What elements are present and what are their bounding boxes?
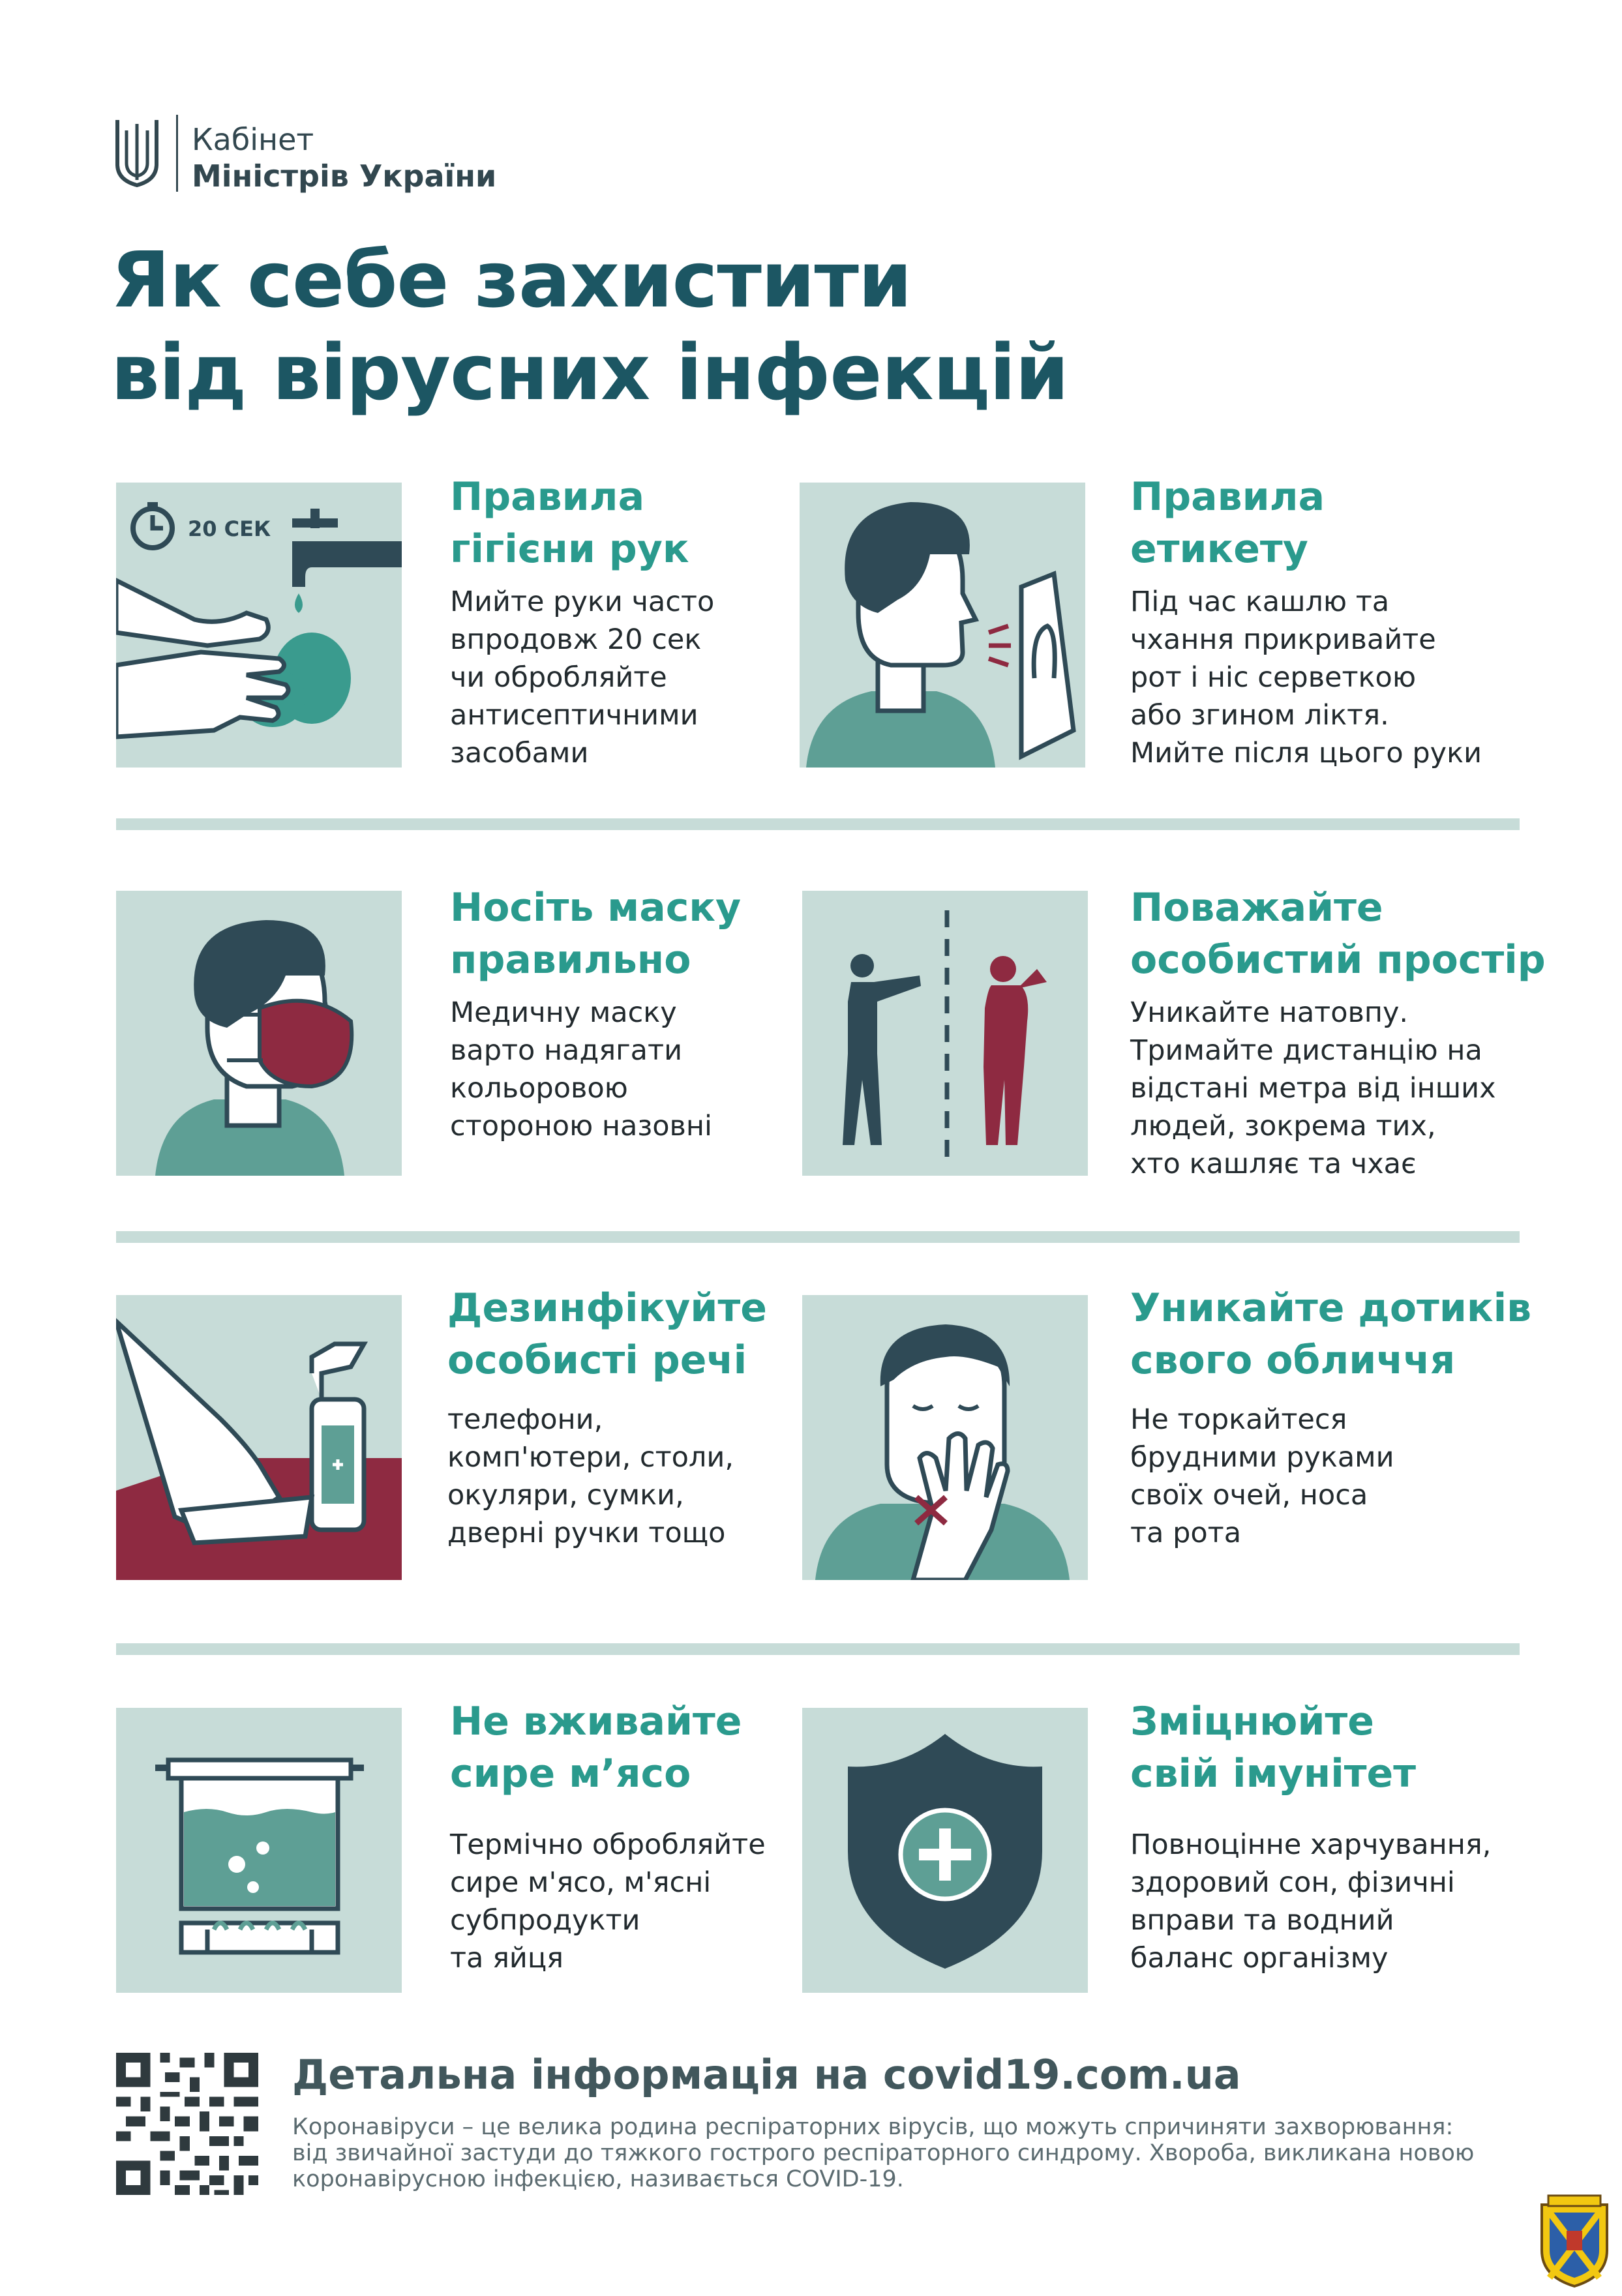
city-crest-icon — [1535, 2192, 1614, 2289]
section-title: Уникайте дотиків свого обличчя — [1130, 1285, 1532, 1383]
section-immunity — [1130, 1695, 1491, 1977]
trident-logo — [113, 117, 160, 188]
section-etiquette — [1130, 471, 1482, 772]
section-body: Медичну маску варто надягати кольоровою стороною назовні — [450, 996, 712, 1142]
immunity-shield-icon — [802, 1708, 1088, 1993]
org-line1: Кабінет — [192, 122, 314, 157]
title-line2: від вірусних інфекцій — [111, 327, 1069, 417]
section-title: Поважайте особистий простір — [1130, 885, 1546, 983]
page-title — [111, 233, 1068, 419]
logo-separator — [176, 115, 178, 192]
section-disinfect — [447, 1282, 767, 1552]
section-title: Правила гігієни рук — [450, 474, 689, 572]
section-hand-hygiene — [450, 471, 714, 772]
info-link[interactable]: Детальна інформація на covid19.com.ua — [292, 2051, 1241, 2098]
face-mask-icon — [116, 891, 402, 1176]
section-body: Повноцінне харчування, здоровий сон, фізичні вправи та водний баланс організму — [1130, 1828, 1492, 1975]
section-body: Мийте руки часто впродовж 20 сек чи обробляйте антисептичними засобами — [450, 586, 715, 769]
no-face-touch-icon — [802, 1295, 1088, 1580]
section-mask — [450, 882, 741, 1145]
section-personal-space — [1130, 882, 1546, 1183]
social-distance-icon — [802, 891, 1088, 1176]
section-title: Не вживайте сире м’ясо — [450, 1699, 742, 1797]
section-body: Уникайте натовпу. Тримайте дистанцію на відстані метра від інших людей, зокрема тих, хто кашляє та чхає — [1130, 996, 1496, 1180]
ministry-name — [192, 121, 496, 194]
divider — [116, 1643, 1520, 1655]
section-body: Не торкайтеся брудними руками своїх очей, носа та рота — [1130, 1403, 1394, 1549]
title-line1: Як себе захистити — [111, 235, 912, 325]
section-body: телефони, комп'ютери, столи, окуляри, сумки, дверні ручки тощо — [447, 1403, 734, 1549]
section-title: Зміцнюйте свій імунітет — [1130, 1699, 1417, 1797]
divider — [116, 1231, 1520, 1243]
hand-washing-icon — [116, 483, 402, 768]
boiling-pot-icon — [116, 1708, 402, 1993]
divider — [116, 818, 1520, 830]
qr-code[interactable] — [116, 2053, 258, 2195]
section-body: Під час кашлю та чхання прикривайте рот і ніс серветкою або згином ліктя. Мийте після цього руки — [1130, 586, 1482, 769]
org-line2: Міністрів України — [192, 158, 497, 194]
timer-label: 20 СЕК — [188, 516, 271, 541]
section-face-touch — [1130, 1282, 1531, 1552]
covid-description: Коронавіруси – це велика родина респіраторних вірусів, що можуть спричиняти захворювання: від звичайної застуди до тяжкого гострого респіраторного синдрому. Хвороба, викликана новою коронавірусною інфекцією, називається COVID-19. — [292, 2114, 1475, 2192]
section-body: Термічно обробляйте сире м'ясо, м'ясні субпродукти та яйця — [450, 1828, 766, 1975]
cough-etiquette-icon — [800, 483, 1085, 768]
section-raw-meat — [450, 1695, 766, 1977]
disinfect-spray-icon — [116, 1295, 402, 1580]
section-title: Дезинфікуйте особисті речі — [447, 1285, 767, 1383]
section-title: Правила етикету — [1130, 474, 1325, 572]
section-title: Носіть маску правильно — [450, 885, 742, 983]
